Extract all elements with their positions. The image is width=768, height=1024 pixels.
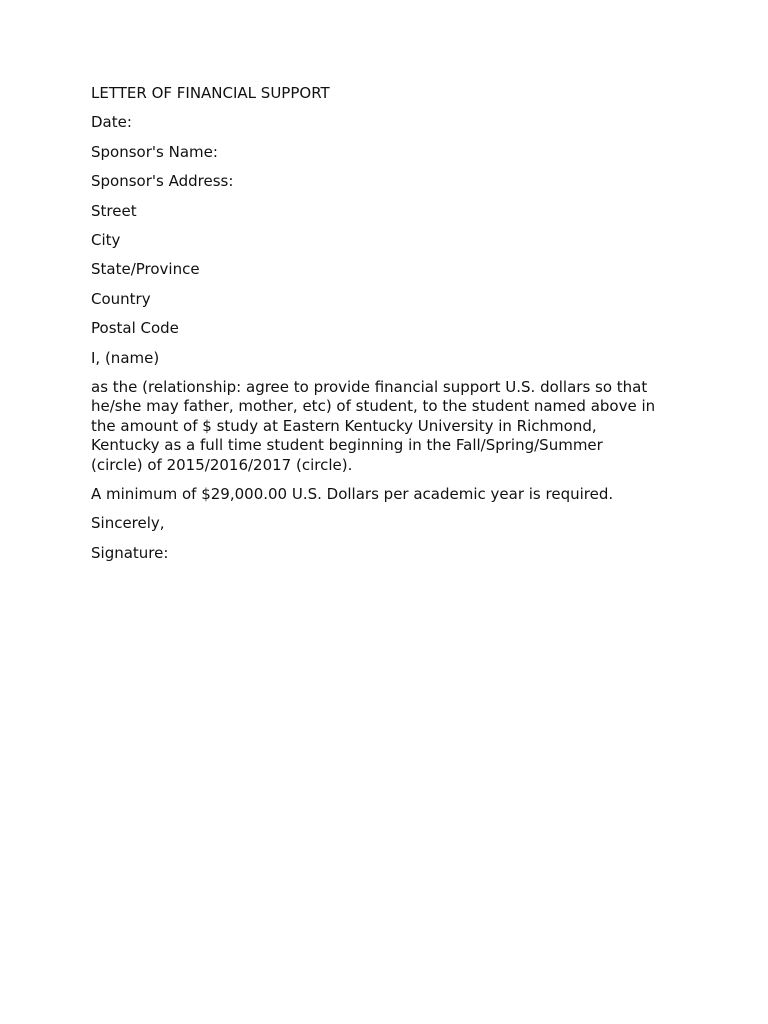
sponsor-name-line: I, (name) bbox=[91, 348, 160, 367]
country-label: Country bbox=[91, 289, 151, 308]
signature-label: Signature: bbox=[91, 543, 169, 562]
support-statement-paragraph bbox=[91, 378, 681, 476]
street-label: Street bbox=[91, 201, 137, 220]
letter-page bbox=[91, 84, 681, 573]
closing-line: Sincerely, bbox=[91, 514, 165, 533]
date-label: Date: bbox=[91, 113, 132, 132]
letter-title: LETTER OF FINANCIAL SUPPORT bbox=[91, 84, 330, 102]
paragraph-line: (circle) of 2015/2016/2017 (circle). bbox=[91, 455, 353, 474]
city-label: City bbox=[91, 230, 121, 249]
paragraph-line: as the (relationship: agree to provide financial support U.S. dollars so that bbox=[91, 377, 648, 396]
paragraph-line: he/she may father, mother, etc) of student, to the student named above in bbox=[91, 397, 656, 416]
postal-code-label: Postal Code bbox=[91, 319, 179, 338]
sponsor-name-label: Sponsor's Name: bbox=[91, 142, 218, 161]
sponsor-address-label: Sponsor's Address: bbox=[91, 172, 234, 191]
minimum-requirement-line: A minimum of $29,000.00 U.S. Dollars per academic year is required. bbox=[91, 484, 614, 503]
paragraph-line: the amount of $ study at Eastern Kentucky University in Richmond, bbox=[91, 416, 597, 435]
state-province-label: State/Province bbox=[91, 260, 200, 279]
paragraph-line: Kentucky as a full time student beginning in the Fall/Spring/Summer bbox=[91, 436, 603, 455]
